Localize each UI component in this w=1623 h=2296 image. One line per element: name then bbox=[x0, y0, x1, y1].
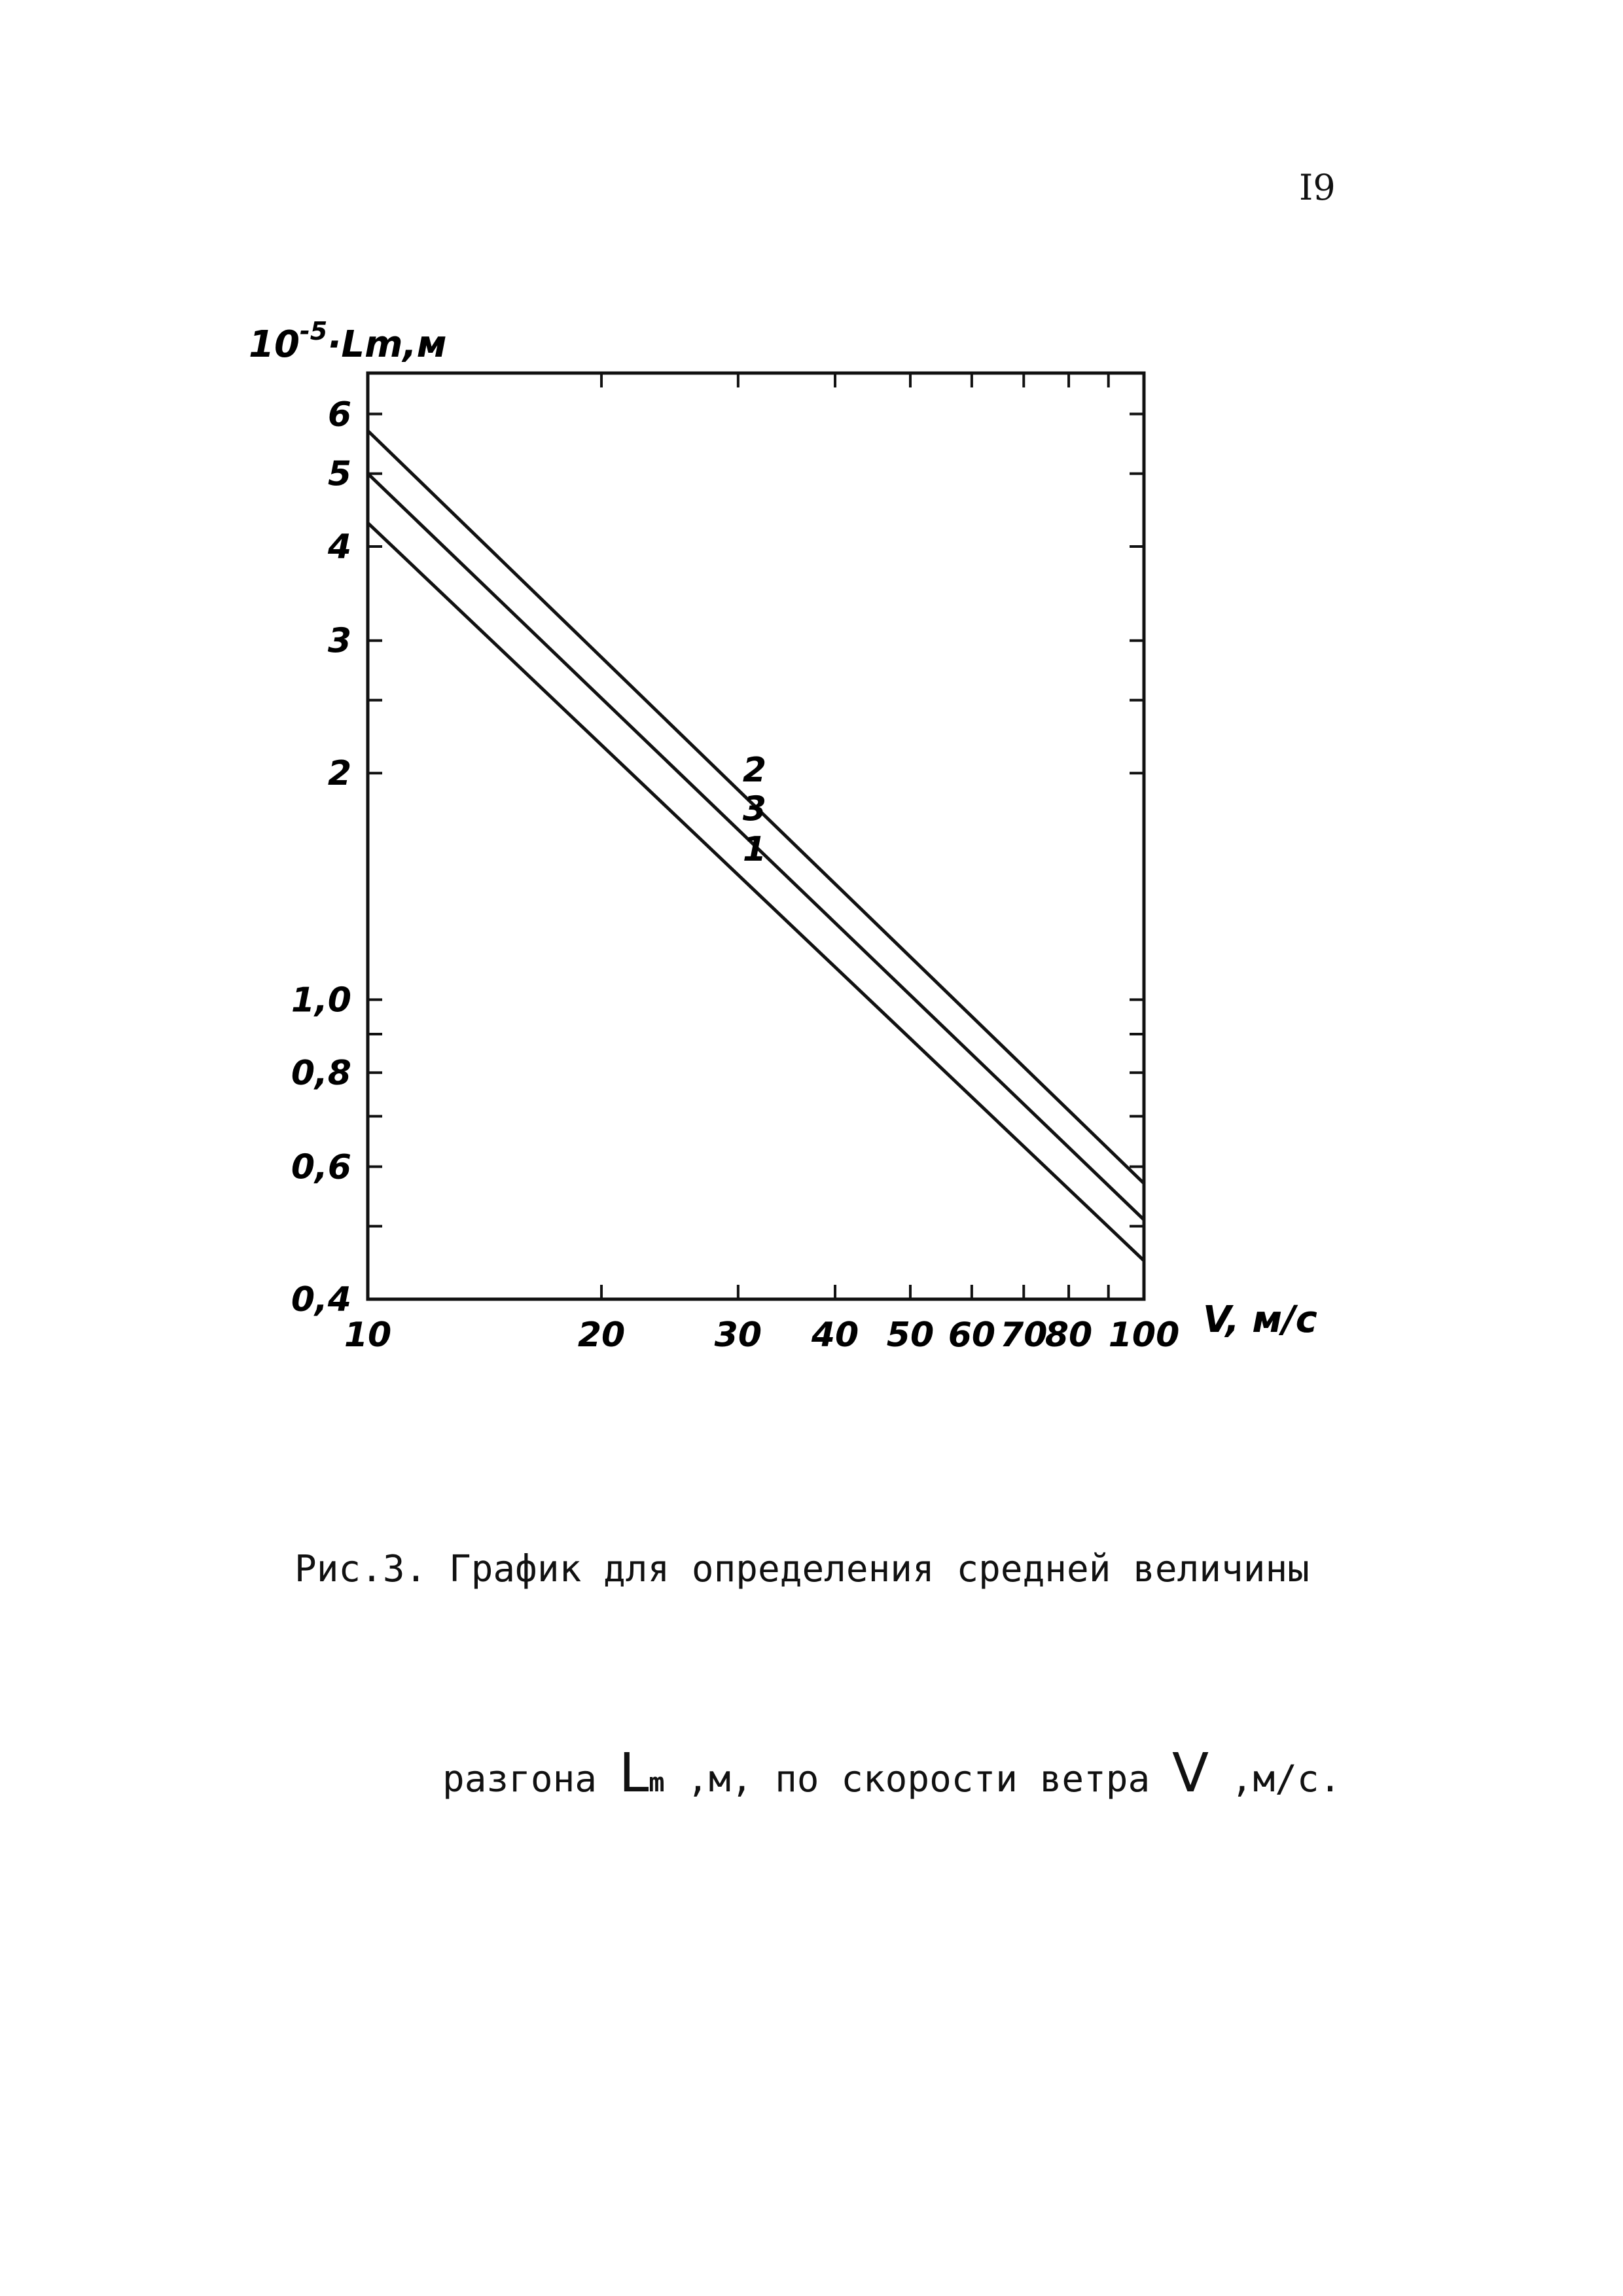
x-tick-label: 10 bbox=[344, 1316, 392, 1355]
page-number: I9 bbox=[1299, 167, 1336, 208]
y-axis-label-base: 10 bbox=[249, 323, 300, 366]
symbol-L-subscript: m bbox=[649, 1768, 665, 1798]
y-tick-label: 6 bbox=[327, 395, 351, 435]
y-tick-label: 0,4 bbox=[291, 1280, 351, 1319]
caption-line-2-suffix: ,м/с. bbox=[1209, 1758, 1342, 1801]
caption-line-2-mid: ,м, по скорости ветра bbox=[664, 1758, 1172, 1801]
x-tick-label: 50 bbox=[886, 1316, 935, 1355]
x-tick-label: 30 bbox=[714, 1316, 762, 1355]
symbol-V: V bbox=[1171, 1742, 1209, 1804]
caption-line-2-prefix: разгона bbox=[442, 1758, 619, 1801]
series-labels bbox=[743, 751, 766, 869]
caption-line-1: Рис.3. График для определения средней величины bbox=[294, 1548, 1310, 1590]
x-tick-label: 100 bbox=[1108, 1316, 1180, 1355]
y-tick-label: 5 bbox=[327, 454, 351, 494]
caption-line-2 bbox=[294, 1740, 1341, 1817]
axis-tick-labels bbox=[291, 395, 1179, 1355]
x-tick-label: 70 bbox=[1000, 1316, 1048, 1355]
x-tick-label: 80 bbox=[1044, 1316, 1093, 1355]
y-tick-label: 1,0 bbox=[291, 980, 351, 1020]
x-tick-label: 40 bbox=[811, 1316, 859, 1355]
figure-caption bbox=[294, 1399, 1341, 1885]
y-tick-label: 2 bbox=[327, 754, 351, 794]
y-tick-label: 0,8 bbox=[291, 1053, 351, 1093]
x-tick-label: 60 bbox=[948, 1316, 996, 1355]
series-line-1 bbox=[368, 523, 1144, 1261]
series-label-3: 3 bbox=[742, 789, 767, 829]
x-tick-label: 20 bbox=[577, 1316, 626, 1355]
series-label-1: 1 bbox=[742, 829, 767, 869]
y-tick-label: 0,6 bbox=[291, 1147, 351, 1187]
series-label-2: 2 bbox=[742, 750, 767, 790]
y-axis-label-exponent: -5 bbox=[299, 317, 328, 346]
symbol-L: L bbox=[618, 1742, 649, 1804]
y-tick-label: 4 bbox=[327, 528, 351, 567]
x-axis-label: V, м/с bbox=[1203, 1299, 1317, 1341]
y-axis-label-quantity: ·Lm,м bbox=[327, 323, 447, 366]
y-tick-label: 3 bbox=[327, 621, 351, 661]
y-axis-label bbox=[249, 317, 447, 366]
